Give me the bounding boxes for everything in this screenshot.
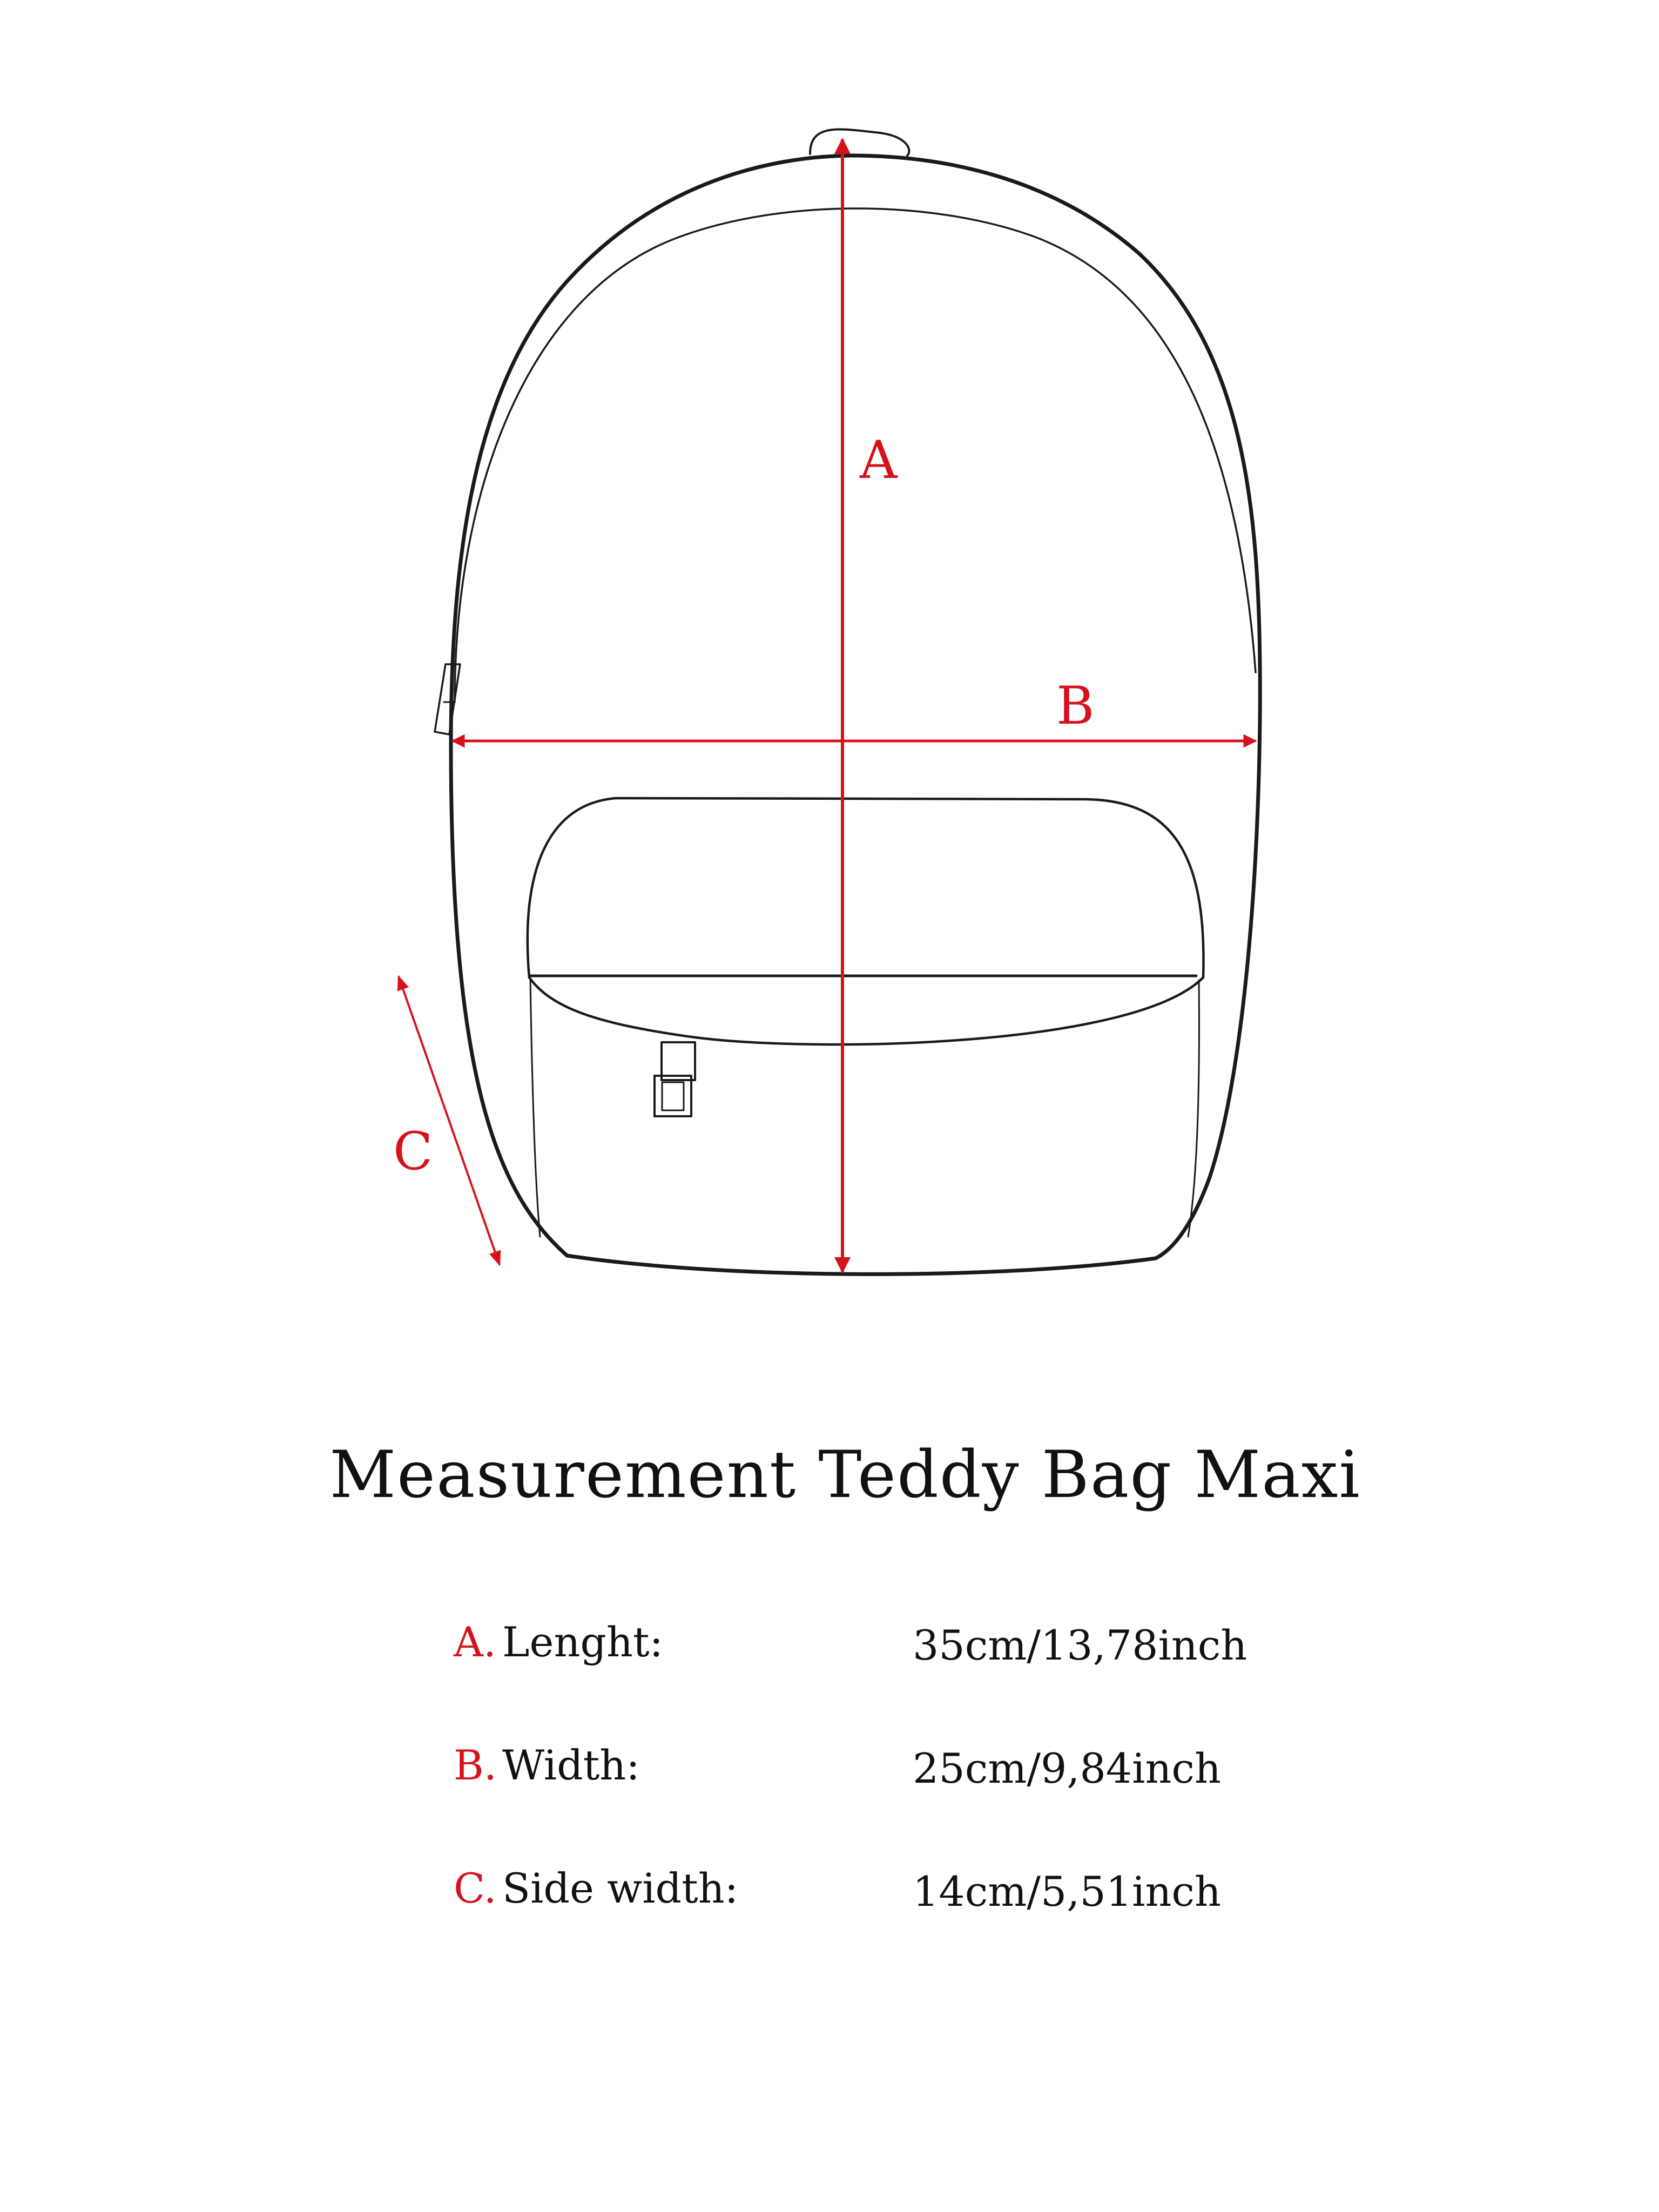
measurement-letter: C. <box>454 1864 497 1912</box>
label-b: B <box>1056 676 1095 736</box>
measurement-letter: A. <box>454 1618 497 1666</box>
dimension-arrows <box>399 139 1256 1272</box>
measurement-row-width <box>454 1741 1534 1864</box>
measurement-row-side-width <box>454 1864 1534 1987</box>
measurement-value: 35cm/13,78inch <box>913 1621 1247 1669</box>
side-zipper-pull <box>435 664 460 734</box>
front-pocket-flap <box>528 798 1204 1044</box>
measurement-value: 25cm/9,84inch <box>913 1744 1221 1792</box>
pocket-right-side <box>1188 980 1199 1237</box>
top-handle <box>810 130 909 156</box>
measurement-letter: B. <box>454 1741 497 1789</box>
measurement-name: Side width: <box>502 1864 739 1912</box>
label-a: A <box>860 430 898 490</box>
bag-body <box>451 156 1260 1274</box>
measurement-list <box>454 1617 1534 1987</box>
measurement-row-length <box>454 1617 1534 1741</box>
measurement-name: Lenght: <box>502 1618 664 1666</box>
label-c: C <box>393 1121 433 1182</box>
pocket-left-side <box>530 979 540 1237</box>
arrow-c <box>399 976 500 1265</box>
page-title: Measurement Teddy Bag Maxi <box>329 1438 1361 1513</box>
measurement-name: Width: <box>502 1741 640 1789</box>
backpack-outline <box>435 130 1260 1274</box>
zipper-seam <box>455 208 1256 702</box>
pocket-zipper-pull <box>655 1042 695 1116</box>
dimension-labels <box>393 430 1095 1182</box>
measurement-value: 14cm/5,51inch <box>913 1867 1221 1916</box>
